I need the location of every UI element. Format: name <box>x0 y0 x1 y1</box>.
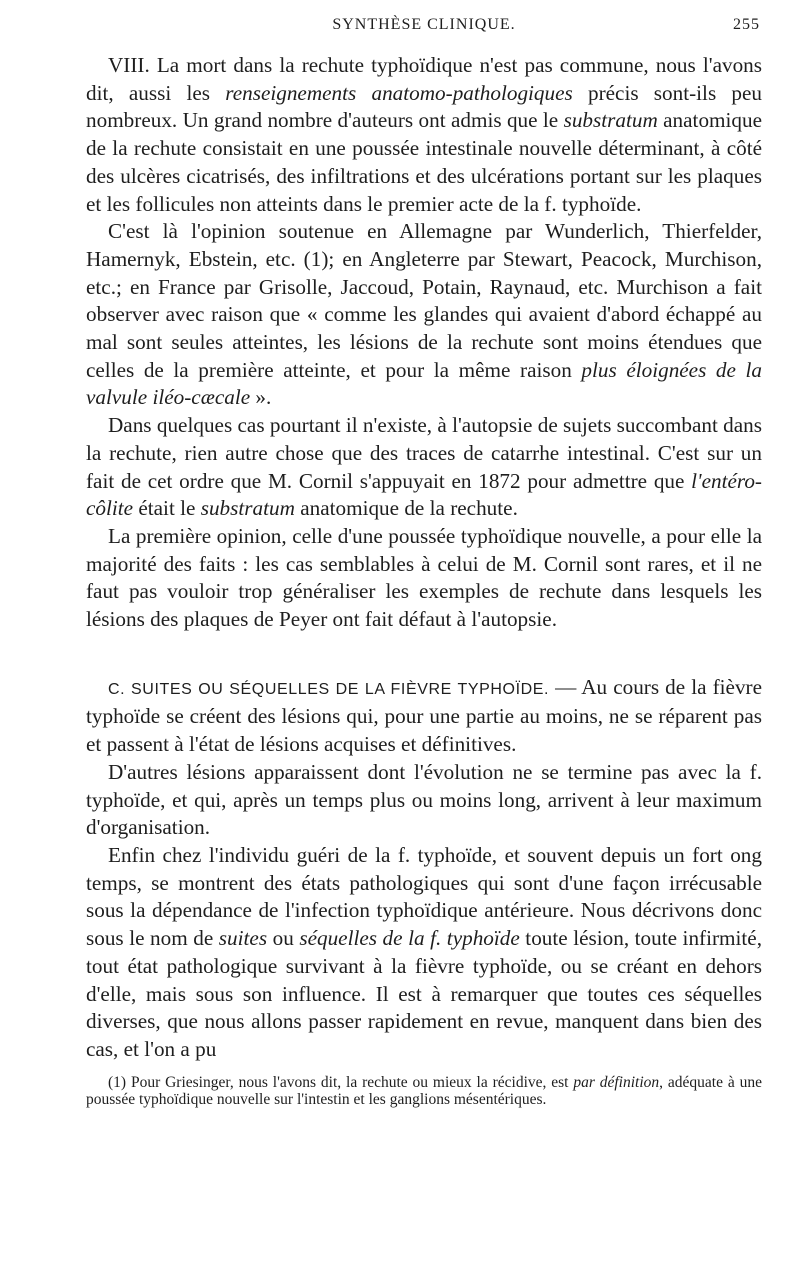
text-run: était le <box>133 496 201 521</box>
italic-term: par définition <box>573 1073 660 1091</box>
text-run: VIII. La mort dans la rechute typhoïdique n'est pas commune, nous l'avons dit, aussi les <box>86 53 762 105</box>
text-run: toute lésion, toute infirmité, tout état pathologique survivant à la fièvre typhoïde, ou se créant en dehors d'elle, mais sous son influence. Il est à remarquer que toutes ces séquelles diverses, que nous allons passer rapidement en revue, manquent dans bien des cas, et l'on a pu <box>86 926 762 1061</box>
text-run: Enfin chez l'individu guéri de la f. typhoïde, et souvent depuis un fort ong temps, se montrent des états pathologiques qui sont d'une façon irrécusable sous la dépendance de l'infection typhoïdique antérieure. Nous décrivons donc sous le nom de <box>86 842 762 951</box>
italic-term: plus éloignées de la valvule iléo-cæcale <box>86 357 763 410</box>
italic-term: substratum <box>200 496 295 521</box>
text-run: , adéquate à une poussée typhoïdique nouvelle sur l'intestin et les ganglions mésentériques. <box>86 1073 762 1108</box>
book-page <box>86 14 762 1123</box>
text-run: anatomique de la rechute consistait en une poussée intestinale nouvelle déterminant, à côté des ulcères cicatrisés, des infiltrations et des ulcérations portant sur les plaques et les follicules non atteints dans le premier acte de la f. typhoïde. <box>86 108 762 216</box>
paragraph-other-lesions: D'autres lésions apparaissent dont l'évolution ne se termine pas avec la f. typhoïde, et qui, après un temps plus ou moins long, arrivent à leur maximum d'organisation. <box>86 759 762 840</box>
italic-term: renseignements anatomo-pathologiques <box>225 80 573 105</box>
text-run: (1) Pour Griesinger, nous l'avons dit, la rechute ou mieux la récidive, est <box>108 1073 574 1091</box>
running-header <box>86 14 762 44</box>
page-number: 255 <box>733 16 760 33</box>
paragraph-sequelae-definition <box>86 842 762 1064</box>
text-run: ou <box>267 926 300 951</box>
footnote <box>86 1074 762 1108</box>
italic-term: substratum <box>563 108 658 133</box>
paragraph-section-c <box>86 674 762 759</box>
italic-term: suites <box>218 926 268 951</box>
running-title: SYNTHÈSE CLINIQUE. <box>332 16 516 33</box>
text-run: C'est là l'opinion soutenue en Allemagne par Wunderlich, Thierfelder, Hamernyk, Ebstein, etc. (1); en Angleterre par Stewart, Peacock, Murchison, etc.; en France par Grisolle, Jaccoud, Potain, Raynaud, etc. Murchison a fait observer avec raison que « comme les glandes qui avaient d'abord échappé au mal sont seules atteintes, les lésions de la rechute sont moins étendues que celles de la première atteinte, et pour la même raison <box>86 219 762 382</box>
text-run: anatomique de la rechute. <box>294 496 518 521</box>
paragraph-cornil-case <box>86 412 762 523</box>
text-run: — Au cours de la fièvre typhoïde se créent des lésions qui, pour une partie au moins, ne se réparent pas et passent à l'état de lésions acquises et définitives. <box>86 674 762 757</box>
section-heading: C. SUITES OU SÉQUELLES DE LA FIÈVRE TYPHOÏDE. <box>108 680 550 698</box>
italic-term: l'entéro-côlite <box>86 468 762 521</box>
paragraph-viii-intro <box>86 52 762 218</box>
text-run: précis sont-ils peu nombreux. Un grand nombre d'auteurs ont admis que le <box>86 80 763 133</box>
paragraph-first-opinion: La première opinion, celle d'une poussée typhoïdique nouvelle, a pour elle la majorité des faits : les cas semblables à celui de M. Cornil sont rares, et il ne faut pas vouloir trop généraliser les exemples de rechute dans lesquels les lésions des plaques de Peyer ont fait défaut à l'autopsie. <box>86 523 762 632</box>
text-run: Dans quelques cas pourtant il n'existe, à l'autopsie de sujets succombant dans la rechute, rien autre chose que des traces de catarrhe intestinal. C'est sur un fait de cet ordre que M. Cornil s'appuyait en 1872 pour admettre que <box>86 413 762 493</box>
body-text <box>86 52 762 1064</box>
paragraph-opinion-authors <box>86 218 762 412</box>
text-run: ». <box>250 385 272 410</box>
italic-term: séquelles de la f. typhoïde <box>299 926 520 951</box>
